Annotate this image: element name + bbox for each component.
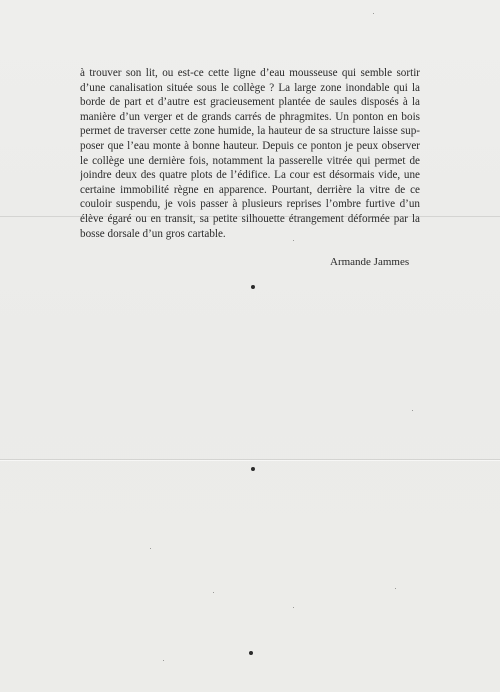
text-line: manière d’un verger et de grands carrés de phragmites. Un ponton en bois (80, 110, 420, 123)
text-line: borde de part et d’autre est gracieusement plantée de saules disposés à la (80, 96, 420, 109)
ornament-dot (251, 467, 255, 471)
body-paragraph (80, 66, 420, 241)
text-line: permet de traverser cette zone humide, la hauteur de sa structure laisse sup- (80, 125, 420, 138)
text-line: bosse dorsale d’un gros cartable. (80, 227, 226, 240)
paper-speck (395, 588, 396, 589)
paper-speck (293, 240, 294, 241)
text-line: certaine immobilité règne en apparence. Pourtant, derrière la vitre de ce (80, 183, 420, 196)
text-line: joindre deux des quatre plots de l’édifice. La cour est désormais vide, une (80, 169, 420, 182)
paper-speck (373, 13, 374, 14)
paper-speck (412, 410, 413, 411)
author-signature: Armande Jammes (330, 256, 410, 268)
paper-fold-line (0, 459, 500, 460)
paper-speck (163, 660, 164, 661)
text-line: couloir suspendu, je vois passer à plusieurs reprises l’ombre furtive d’un (80, 198, 420, 211)
text-line: le collège une dernière fois, notamment la passerelle vitrée qui permet de (80, 154, 420, 167)
paper-speck (213, 592, 214, 593)
text-line: à trouver son lit, ou est-ce cette ligne d’eau mousseuse qui semble sortir (80, 67, 420, 79)
text-line: d’une canalisation située sous le collège ? La large zone inondable qui la (80, 81, 420, 94)
text-line: élève égaré ou en transit, sa petite silhouette étrangement déformée par la (80, 212, 420, 225)
ornament-dot (249, 651, 253, 655)
paper-speck (150, 548, 151, 549)
paper-speck (293, 607, 294, 608)
ornament-dot (251, 285, 255, 289)
text-line: poser que l’eau monte à bonne hauteur. Depuis ce ponton je peux observer (80, 139, 420, 152)
